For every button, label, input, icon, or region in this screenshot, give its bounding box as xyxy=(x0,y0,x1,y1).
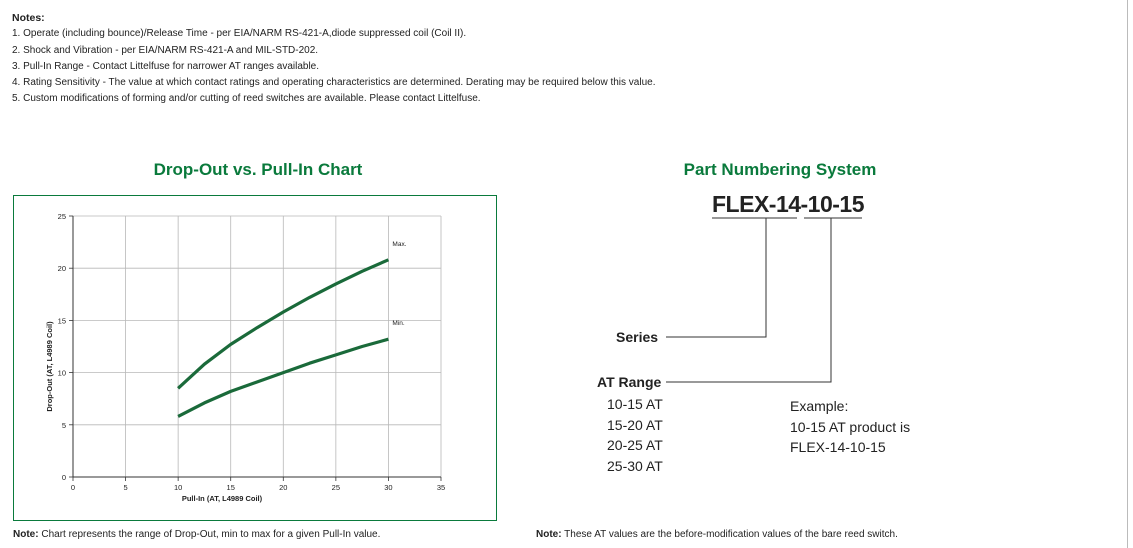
x-tick-label: 20 xyxy=(279,483,288,492)
page-edge-rule xyxy=(1127,0,1128,548)
y-tick-label: 0 xyxy=(61,473,66,482)
series-label: Min. xyxy=(392,320,405,328)
chart-title: Drop-Out vs. Pull-In Chart xyxy=(153,160,363,179)
at-range-item: 25-30 AT xyxy=(607,458,663,474)
example-line: Example: xyxy=(790,398,849,414)
note-item: 1. Operate (including bounce)/Release Time - per EIA/NARM RS-421-A,diode suppressed coil (Coil II). xyxy=(12,28,467,40)
note-item: 5. Custom modifications of forming and/or cutting of reed switches are available. Please contact Littelfuse. xyxy=(12,93,481,105)
series-leader-line xyxy=(666,218,766,337)
y-tick-label: 15 xyxy=(57,316,66,326)
example-line: FLEX-14-10-15 xyxy=(790,439,886,455)
at-range-label: AT Range xyxy=(597,374,662,390)
note-item: 2. Shock and Vibration - per EIA/NARM RS-421-A and MIL-STD-202. xyxy=(12,44,319,56)
example-line: 10-15 AT product is xyxy=(790,418,911,435)
x-tick-label: 5 xyxy=(123,483,128,492)
y-tick-label: 5 xyxy=(61,420,66,430)
pn-footnote xyxy=(536,529,898,540)
y-tick-label: 20 xyxy=(57,264,66,274)
x-axis-label: Pull-In (AT, L4989 Coil) xyxy=(181,494,263,503)
y-tick-label: 10 xyxy=(57,368,66,378)
x-tick-label: 15 xyxy=(226,483,235,492)
series-label: Series xyxy=(616,329,659,345)
part-number-example: FLEX-14-10-15 xyxy=(712,191,865,217)
y-tick-label: 25 xyxy=(57,212,66,221)
x-tick-label: 0 xyxy=(70,483,76,492)
notes-title: Notes: xyxy=(12,12,45,24)
series-label: Max. xyxy=(392,240,407,248)
x-tick-label: 35 xyxy=(436,483,446,492)
part-numbering-title: Part Numbering System xyxy=(683,160,877,179)
pn-footnote-text: These AT values are the before-modification values of the bare reed switch. xyxy=(564,529,898,540)
at-range-item: 20-25 AT xyxy=(607,437,663,453)
pn-footnote-label: Note: xyxy=(536,529,562,540)
x-tick-label: 10 xyxy=(173,483,183,492)
range-leader-line xyxy=(666,218,831,382)
at-range-item: 10-15 AT xyxy=(607,396,663,412)
y-axis-label: Drop-Out (AT, L4989 Coil) xyxy=(45,321,54,412)
note-item: 3. Pull-In Range - Contact Littelfuse for narrower AT ranges available. xyxy=(12,60,320,72)
x-tick-label: 30 xyxy=(384,483,393,492)
chart-footnote-text: Chart represents the range of Drop-Out, min to max for a given Pull-In value. xyxy=(41,529,381,540)
x-tick-label: 25 xyxy=(331,483,341,492)
chart-footnote-label: Note: xyxy=(13,529,39,540)
at-range-item: 15-20 AT xyxy=(607,417,663,433)
example-block xyxy=(790,396,910,458)
chart-footnote xyxy=(13,529,380,540)
note-item: 4. Rating Sensitivity - The value at which contact ratings and operating characteristics are determined. Derating may be required below this value. xyxy=(12,77,656,89)
